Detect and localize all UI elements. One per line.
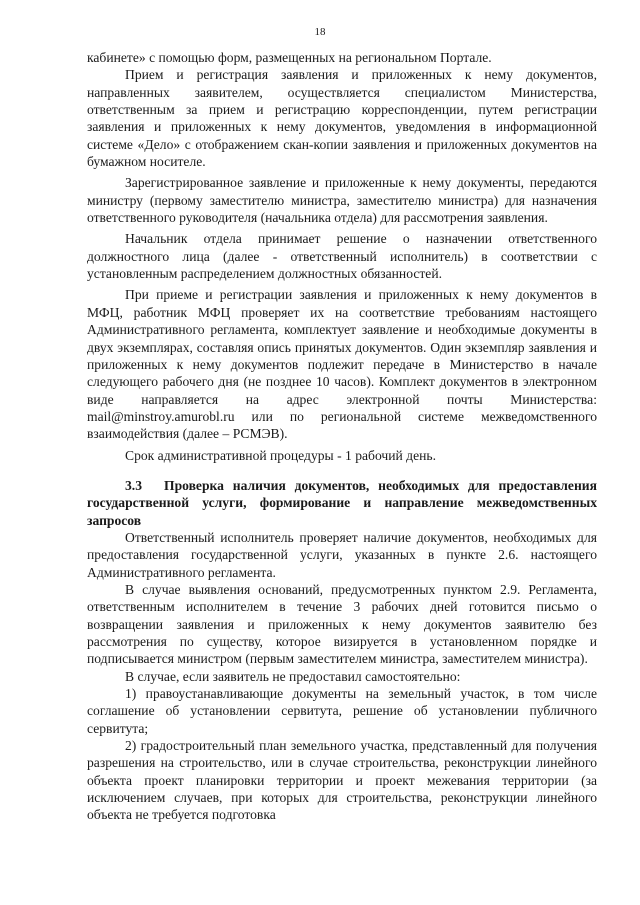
paragraph: Начальник отдела принимает решение о назначении ответственного должностного лица (далее - ответственный исполнитель) в соответствии с установленным распределением должностных обязанностей. <box>87 231 597 282</box>
paragraph: кабинете» с помощью форм, размещенных на региональном Портале. <box>87 50 492 65</box>
page-number: 18 <box>314 26 326 38</box>
paragraph: Срок административной процедуры - 1 рабочий день. <box>125 447 436 463</box>
paragraph: В случае, если заявитель не предоставил самостоятельно: <box>125 668 461 684</box>
section-title: Проверка наличия документов, необходимых для предоставления государственной услуги, формирование и направление межведомственных запросов <box>87 477 597 528</box>
list-item: 2) градостроительный план земельного участка, представленный для получения разрешения на строительство, или в случае строительства, реконструкции линейного объекта проект планировки территории и проект межевания территории (за исключением случаев, при которых для строительства, реконструкции линейного объекта не требуется подготовка <box>87 738 597 823</box>
paragraph: В случае выявления оснований, предусмотренных пунктом 2.9. Регламента, ответственным исполнителем в течение 3 рабочих дней готовится письмо о возвращении заявления и приложенных к нему документов заявителю без рассмотрения по существу, которое визируется в установленном порядке и подписывается министром (первым заместителем министра, заместителем министра). <box>87 581 597 667</box>
section-number: 3.3 <box>125 477 142 493</box>
paragraph: Прием и регистрация заявления и приложенных к нему документов, направленных заявителем, осуществляется специалистом Министерства, ответственным за прием и регистрацию корреспонденции, путем регистрации заявления и приложенных к нему документов, уведомления в информационной системе «Дело» с отображением скан-копии заявления и приложенных документов на бумажном носителе. <box>87 67 597 170</box>
paragraph: Ответственный исполнитель проверяет наличие документов, необходимых для предоставления государственной услуги, указанных в пункте 2.6. настоящего Административного регламента. <box>87 529 597 580</box>
document-body <box>87 49 597 824</box>
section-heading <box>87 477 597 529</box>
paragraph: При приеме и регистрации заявления и приложенных к нему документов в МФЦ, работник МФЦ проверяет их на соответствие требованиям настоящего Административного регламента, комплектует заявление и необходимые документы в двух экземплярах, составляя опись принятых документов. Один экземпляр заявления и приложенных к нему документов подлежит передаче в Министерство в начале следующего рабочего дня (не позднее 10 часов). Комплект документов в электронном виде направляется на адрес электронной почты Министерства: mail@minstroy.amurobl.ru или по региональной системе межведомственного взаимодействия (далее – РСМЭВ). <box>87 287 597 442</box>
paragraph: Зарегистрированное заявление и приложенные к нему документы, передаются министру (первому заместителю министра, заместителю министра) для назначения ответственного руководителя (начальника отдела) для рассмотрения заявления. <box>87 175 597 226</box>
list-item: 1) правоустанавливающие документы на земельный участок, в том числе соглашение об установлении сервитута, решение об установлении публичного сервитута; <box>87 686 597 736</box>
